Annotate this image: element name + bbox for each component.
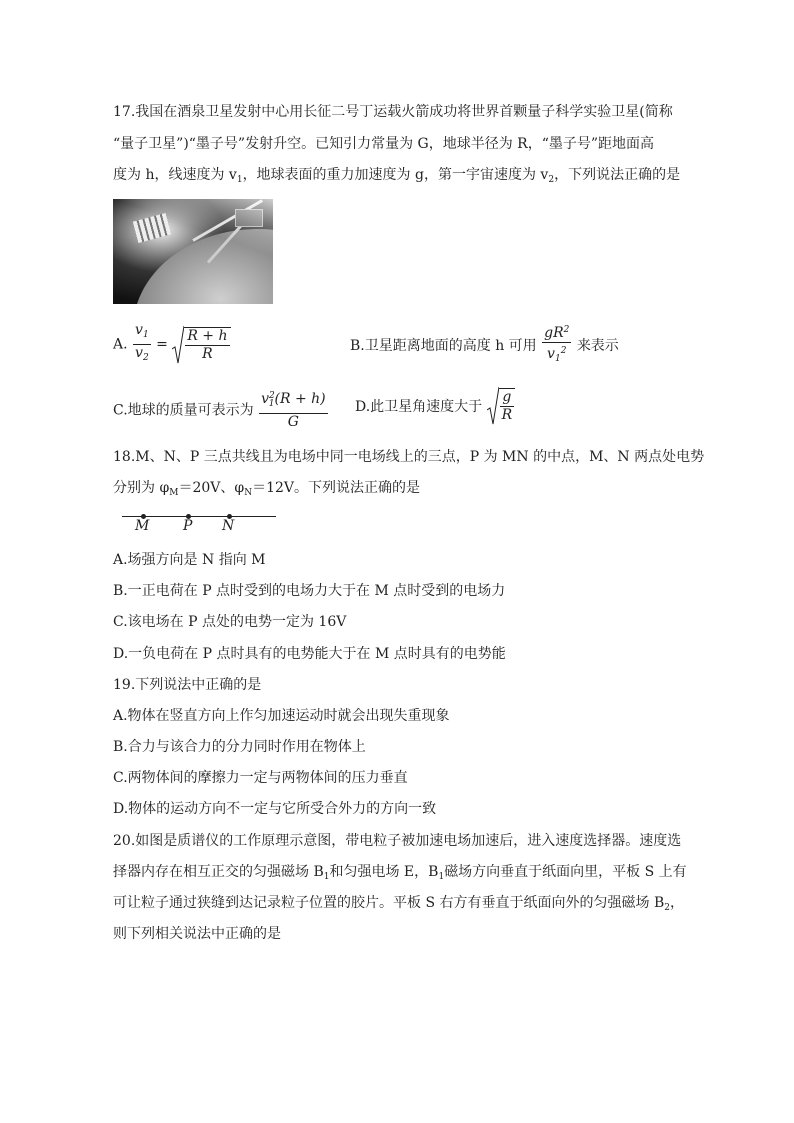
- radical-icon: [487, 386, 499, 426]
- sqrt-expression: $\frac{R + h}{R}$: [172, 325, 230, 365]
- q18-option-c: C.该电场在 P 点处的电势一定为 16V: [113, 614, 347, 630]
- q17-option-d: D.此卫星角速度大于 $\frac{g}{R}$: [355, 386, 515, 426]
- q17-line-2: “量子卫星”)“墨子号”发射升空。已知引力常量为 G，地球半径为 R，“墨子号”距地面高: [113, 136, 655, 152]
- q19-option-d: D.物体的运动方向不一定与它所受合外力的方向一致: [113, 801, 437, 817]
- q19-option-c: C.两物体间的摩擦力一定与两物体间的压力垂直: [113, 770, 408, 786]
- q20-line-3: 可让粒子通过狭缝到达记录粒子位置的胶片。平板 S 右方有垂直于纸面向外的匀强磁场 $B_2$，: [113, 895, 684, 913]
- q17-option-b: B.卫星距离地面的高度 h 可用 $\frac{gR^2}{v_1^2}$ 来表示: [350, 322, 619, 368]
- sqrt-expression: $\frac{g}{R}$: [487, 386, 516, 426]
- q18-line-2: 分别为 $\varphi_M=20V$、$\varphi_N=12V$。下列说法正确的是: [113, 480, 421, 498]
- point-m-label: M: [135, 518, 150, 534]
- q17-option-c: C.地球的质量可表示为 $\frac{v^2_1(R + h)}{G}$: [113, 388, 329, 431]
- velocity-ratio-fraction: $\frac{v_1}{v_2}$: [133, 322, 151, 367]
- q19-option-b: B.合力与该合力的分力同时作用在物体上: [113, 739, 366, 755]
- quantum-satellite-photo: [113, 199, 273, 304]
- q17-line-3: 度为 h，线速度为 $v_1$，地球表面的重力加速度为 g，第一宇宙速度为 $v_2$，下列说法正确的是: [113, 167, 681, 185]
- earth-mass-fraction: $\frac{v^2_1(R + h)}{G}$: [261, 391, 326, 430]
- radical-icon: [172, 325, 184, 365]
- q17-option-a: A. $\frac{v_1}{v_2}$ = $\frac{R + h}{R}$: [113, 322, 231, 367]
- q19-title: 19.下列说法中正确的是: [113, 677, 262, 693]
- height-fraction: $\frac{gR^2}{v_1^2}$: [542, 322, 571, 368]
- q20-line-2: 择器内存在相互正交的匀强磁场 $B_1$和匀强电场 E，$B_1$磁场方向垂直于纸面向里，平板 S 上有: [113, 864, 687, 882]
- point-n-label: N: [222, 518, 235, 534]
- q17-line-1: 17.我国在酒泉卫星发射中心用长征二号丁运载火箭成功将世界首颗量子科学实验卫星(简称: [113, 104, 673, 120]
- q20-line-1: 20.如图是质谱仪的工作原理示意图，带电粒子被加速电场加速后，进入速度选择器。速度选: [113, 833, 682, 849]
- q20-line-4: 则下列相关说法中正确的是: [113, 926, 281, 942]
- q18-option-d: D.一负电荷在 P 点时具有的电势能大于在 M 点时具有的电势能: [113, 646, 506, 662]
- q18-option-a: A.场强方向是 N 指向 M: [113, 552, 266, 568]
- q18-line-1: 18.M、N、P 三点共线且为电场中同一电场线上的三点，P 为 MN 的中点，M、N 两点处电势: [113, 449, 705, 465]
- point-p-label: P: [183, 518, 193, 534]
- q19-option-a: A.物体在竖直方向上作匀加速运动时就会出现失重现象: [113, 708, 450, 724]
- q18-option-b: B.一正电荷在 P 点时受到的电场力大于在 M 点时受到的电场力: [113, 583, 506, 599]
